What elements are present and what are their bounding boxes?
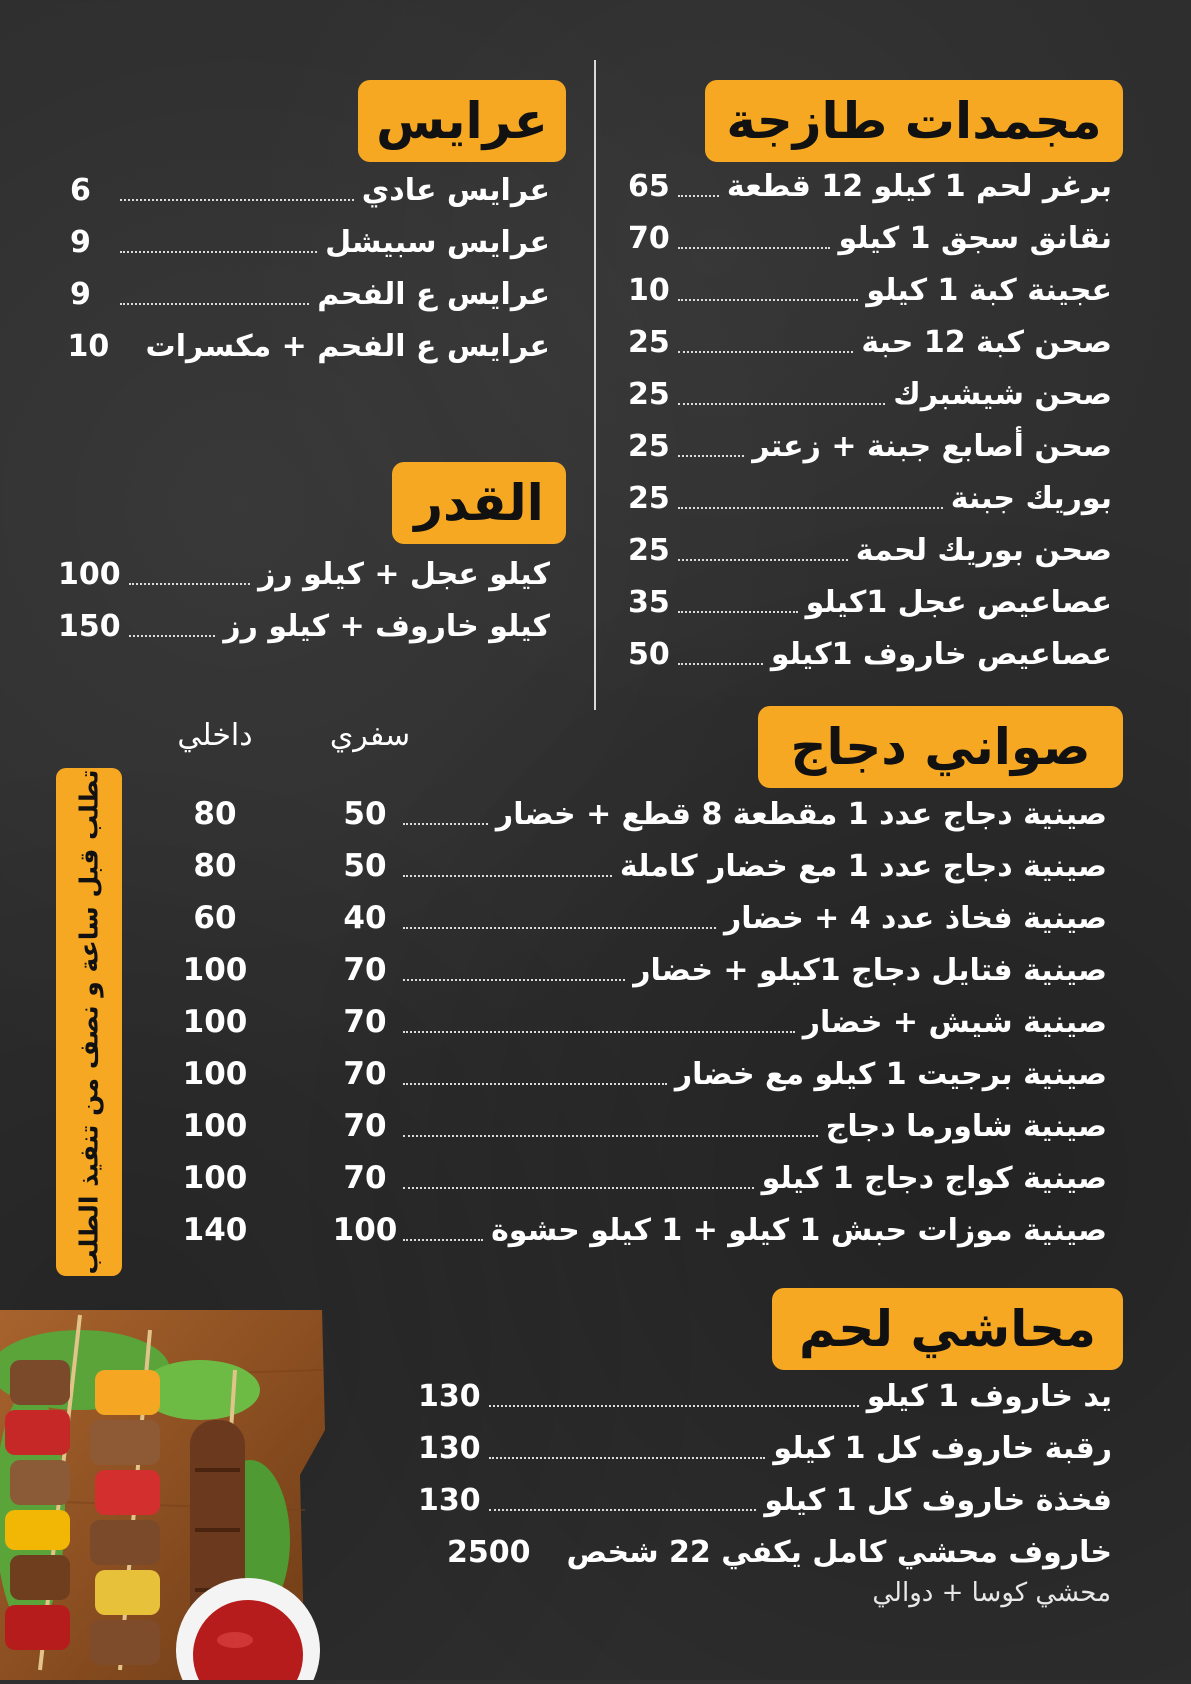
menu-item	[58, 556, 550, 594]
order-notice-badge	[56, 768, 122, 1276]
item-name: كيلو عجل + كيلو رز	[258, 557, 550, 592]
item-name: خاروف محشي كامل يكفي 22 شخص	[566, 1535, 1112, 1570]
item-price: 25	[628, 533, 670, 568]
section-title-arayes: عرايس	[358, 80, 566, 162]
price-inside: 100	[182, 1056, 248, 1092]
item-price: 70	[628, 221, 670, 256]
item-price: 50	[628, 637, 670, 672]
item-name: صحن شيشبرك	[893, 377, 1112, 412]
menu-item	[628, 428, 1112, 466]
dot-leader	[403, 1083, 667, 1085]
item-name: عرايس ع الفحم	[317, 277, 550, 312]
column-header-inside: داخلي	[177, 718, 253, 753]
tray-item	[395, 1212, 1107, 1250]
price-inside: 140	[182, 1212, 248, 1248]
item-price: 100	[58, 557, 121, 592]
section-title-fresh-frozen: مجمدات طازجة	[705, 80, 1123, 162]
tray-item	[395, 1004, 1107, 1042]
price-inside: 60	[193, 900, 237, 936]
item-price: 130	[418, 1483, 481, 1518]
item-price: 9	[70, 225, 91, 260]
item-price: 9	[70, 277, 91, 312]
menu-item	[628, 272, 1112, 310]
tray-item	[395, 900, 1107, 938]
menu-item	[628, 220, 1112, 258]
item-price: 130	[418, 1379, 481, 1414]
item-price: 25	[628, 377, 670, 412]
menu-item	[400, 1534, 1112, 1572]
kebab-illustration	[0, 1310, 330, 1680]
dot-leader	[678, 559, 848, 561]
menu-item	[70, 276, 550, 314]
dot-leader	[120, 199, 354, 201]
price-travel: 40	[343, 900, 387, 936]
item-name: صينية موزات حبش 1 كيلو + 1 كيلو حشوة	[491, 1213, 1107, 1248]
menu-item	[58, 608, 550, 646]
dot-leader	[403, 927, 716, 929]
item-name: برغر لحم 1 كيلو 12 قطعة	[726, 169, 1112, 204]
item-name: صينية شاورما دجاج	[825, 1109, 1107, 1144]
menu-item	[628, 376, 1112, 414]
item-name: صينية شيش + خضار	[802, 1005, 1107, 1040]
tray-item	[395, 1160, 1107, 1198]
section-title-chicken-trays: صواني دجاج	[758, 706, 1123, 788]
menu-item	[628, 636, 1112, 674]
item-price: 130	[418, 1431, 481, 1466]
price-inside: 80	[193, 796, 237, 832]
item-price: 150	[58, 609, 121, 644]
dot-leader	[129, 635, 216, 637]
item-price: 10	[67, 329, 110, 364]
dot-leader	[120, 251, 317, 253]
price-travel: 70	[343, 952, 387, 988]
dot-leader	[678, 507, 943, 509]
item-name: كيلو خاروف + كيلو رز	[223, 609, 550, 644]
price-inside: 100	[182, 1108, 248, 1144]
menu-item	[628, 168, 1112, 206]
item-price: 25	[628, 325, 670, 360]
section-title-qidr: القدر	[392, 462, 566, 544]
item-name: بوريك جبنة	[950, 481, 1112, 516]
dot-leader	[129, 583, 251, 585]
tray-item	[395, 848, 1107, 886]
price-travel: 70	[343, 1160, 387, 1196]
dot-leader	[678, 299, 859, 301]
item-name: صحن أصابع جبنة + زعتر	[752, 429, 1112, 464]
price-travel: 50	[343, 796, 387, 832]
dot-leader	[403, 823, 488, 825]
item-price: 35	[628, 585, 670, 620]
menu-item	[628, 532, 1112, 570]
item-name: عرايس عادي	[361, 173, 550, 208]
item-price: 10	[628, 273, 670, 308]
item-price: 25	[628, 481, 670, 516]
dot-leader	[403, 979, 625, 981]
dot-leader	[489, 1509, 757, 1511]
order-notice-text: تطلب قبل ساعة و نصف من تنفيذ الطلب	[74, 769, 104, 1275]
price-inside: 80	[193, 848, 237, 884]
item-name: صحن كبة 12 حبة	[861, 325, 1112, 360]
item-price: 6	[70, 173, 91, 208]
item-price: 2500	[447, 1535, 531, 1570]
item-name: عصاعيص خاروف 1كيلو	[770, 637, 1112, 672]
dot-leader	[403, 1135, 818, 1137]
dot-leader	[678, 455, 744, 457]
price-travel: 70	[343, 1056, 387, 1092]
item-name: يد خاروف 1 كيلو	[866, 1379, 1112, 1414]
item-name: صينية فخاذ عدد 4 + خضار	[723, 901, 1107, 936]
column-divider	[594, 60, 596, 710]
item-name: صينية كواج دجاج 1 كيلو	[761, 1161, 1107, 1196]
item-price: 65	[628, 169, 670, 204]
menu-item	[418, 1378, 1112, 1416]
item-name: صحن بوريك لحمة	[855, 533, 1112, 568]
dot-leader	[489, 1457, 766, 1459]
tray-item	[395, 952, 1107, 990]
menu-item	[70, 224, 550, 262]
price-travel: 50	[343, 848, 387, 884]
item-name: صينية فتايل دجاج 1كيلو + خضار	[633, 953, 1107, 988]
price-travel: 70	[343, 1108, 387, 1144]
item-name: عرايس سبيشل	[325, 225, 550, 260]
dot-leader	[403, 1031, 795, 1033]
price-travel: 70	[343, 1004, 387, 1040]
tray-item	[395, 1056, 1107, 1094]
menu-item	[628, 584, 1112, 622]
menu-item	[418, 1482, 1112, 1520]
column-header-travel: سفري	[329, 718, 411, 753]
dot-leader	[678, 611, 798, 613]
price-inside: 100	[182, 1004, 248, 1040]
item-name: صينية دجاج عدد 1 مقطعة 8 قطع + خضار	[495, 797, 1107, 832]
price-inside: 100	[182, 1160, 248, 1196]
item-name: عجينة كبة 1 كيلو	[866, 273, 1112, 308]
item-name: صينية برجيت 1 كيلو مع خضار	[674, 1057, 1107, 1092]
kebab-skewers-photo	[0, 1310, 330, 1680]
dot-leader	[678, 663, 763, 665]
dot-leader	[403, 1187, 754, 1189]
tray-item	[395, 1108, 1107, 1146]
dot-leader	[678, 351, 854, 353]
dot-leader	[678, 403, 886, 405]
item-name: نقانق سجق 1 كيلو	[838, 221, 1112, 256]
section-title-meat-stuffed: محاشي لحم	[772, 1288, 1123, 1370]
price-travel: 100	[332, 1212, 398, 1248]
dot-leader	[403, 1239, 483, 1241]
menu-item	[418, 1430, 1112, 1468]
price-inside: 100	[182, 952, 248, 988]
menu-item	[628, 480, 1112, 518]
stuffed-note: محشي كوسا + دوالي	[872, 1578, 1111, 1608]
item-name: فخذة خاروف كل 1 كيلو	[764, 1483, 1112, 1518]
item-price: 25	[628, 429, 670, 464]
dot-leader	[403, 875, 612, 877]
menu-item	[70, 172, 550, 210]
menu-item	[67, 328, 550, 366]
dot-leader	[678, 247, 831, 249]
item-name: رقبة خاروف كل 1 كيلو	[773, 1431, 1112, 1466]
menu-item	[628, 324, 1112, 362]
tray-item	[395, 796, 1107, 834]
dot-leader	[120, 303, 309, 305]
dot-leader	[489, 1405, 859, 1407]
item-name: عرايس ع الفحم + مكسرات	[145, 329, 550, 364]
item-name: صينية دجاج عدد 1 مع خضار كاملة	[619, 849, 1107, 884]
dot-leader	[678, 195, 719, 197]
item-name: عصاعيص عجل 1كيلو	[805, 585, 1112, 620]
